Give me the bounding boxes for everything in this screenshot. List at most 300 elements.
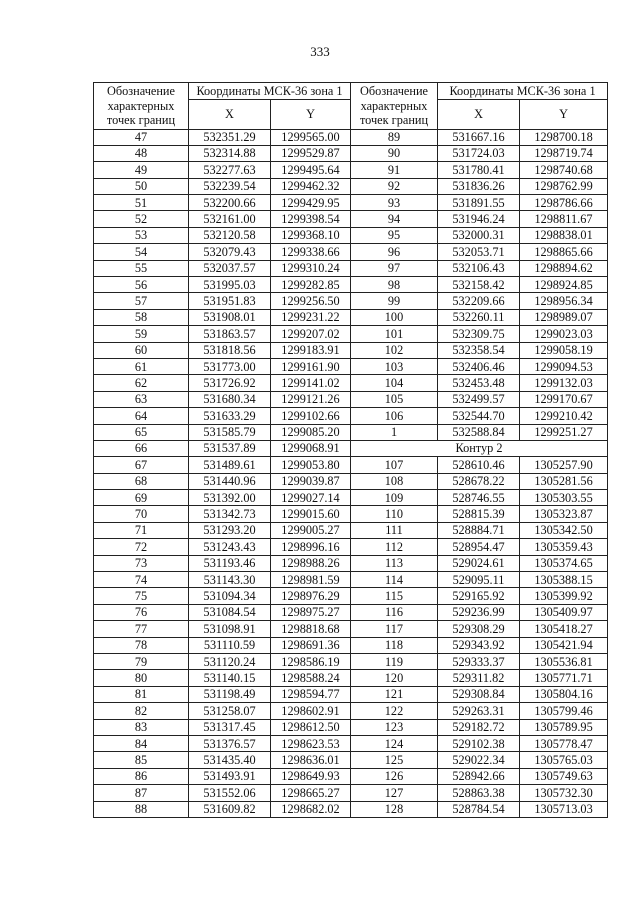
point-id-left: 76	[94, 604, 189, 620]
coord-y-left: 1299256.50	[271, 293, 351, 309]
coord-y-right: 1298700.18	[520, 129, 608, 145]
table-row	[94, 473, 608, 489]
coord-x-right: 532209.66	[438, 293, 520, 309]
coord-y-right: 1305765.03	[520, 752, 608, 768]
point-id-right: 90	[351, 145, 438, 161]
point-id-right: 128	[351, 801, 438, 817]
point-id-left: 83	[94, 719, 189, 735]
coord-y-left: 1298818.68	[271, 621, 351, 637]
coord-x-left: 531493.91	[189, 768, 271, 784]
point-id-right: 101	[351, 326, 438, 342]
table-row	[94, 358, 608, 374]
coord-y-right: 1305342.50	[520, 522, 608, 538]
coord-y-right: 1299251.27	[520, 424, 608, 440]
coord-x-right: 531780.41	[438, 162, 520, 178]
coord-x-left: 531537.89	[189, 440, 271, 456]
coord-x-right: 528863.38	[438, 785, 520, 801]
table-row	[94, 588, 608, 604]
coord-x-right: 532106.43	[438, 260, 520, 276]
coord-y-right: 1305257.90	[520, 457, 608, 473]
coord-x-left: 531609.82	[189, 801, 271, 817]
point-id-right: 121	[351, 686, 438, 702]
coord-y-right: 1298762.99	[520, 178, 608, 194]
coord-x-right: 532053.71	[438, 244, 520, 260]
table-row	[94, 342, 608, 358]
coord-x-right: 528954.47	[438, 539, 520, 555]
coord-x-left: 531120.24	[189, 654, 271, 670]
point-id-right: 117	[351, 621, 438, 637]
coord-y-right: 1299058.19	[520, 342, 608, 358]
coord-y-right: 1305799.46	[520, 703, 608, 719]
point-id-left: 67	[94, 457, 189, 473]
coord-x-right: 532544.70	[438, 408, 520, 424]
coord-x-left: 532200.66	[189, 195, 271, 211]
coord-y-right: 1299132.03	[520, 375, 608, 391]
coord-x-left: 531243.43	[189, 539, 271, 555]
coord-y-left: 1299053.80	[271, 457, 351, 473]
point-id-left: 73	[94, 555, 189, 571]
point-id-right: 108	[351, 473, 438, 489]
coord-x-left: 531863.57	[189, 326, 271, 342]
coord-y-right: 1298838.01	[520, 227, 608, 243]
table-row	[94, 129, 608, 145]
table-row	[94, 293, 608, 309]
table-row	[94, 572, 608, 588]
coord-x-right: 532260.11	[438, 309, 520, 325]
coord-y-right: 1305374.65	[520, 555, 608, 571]
point-id-left: 81	[94, 686, 189, 702]
coord-x-right: 532000.31	[438, 227, 520, 243]
point-id-left: 57	[94, 293, 189, 309]
coord-x-right: 528942.66	[438, 768, 520, 784]
coord-x-right: 528815.39	[438, 506, 520, 522]
coord-x-left: 532351.29	[189, 129, 271, 145]
coord-y-left: 1299231.22	[271, 309, 351, 325]
coord-y-right: 1298894.62	[520, 260, 608, 276]
point-id-right: 126	[351, 768, 438, 784]
coord-y-right: 1298989.07	[520, 309, 608, 325]
point-id-right: 120	[351, 670, 438, 686]
coord-x-right: 529263.31	[438, 703, 520, 719]
header-point-label-left: Обозначение характерных точек границ	[94, 83, 189, 130]
coord-y-right: 1305323.87	[520, 506, 608, 522]
point-id-right: 124	[351, 735, 438, 751]
table-row	[94, 654, 608, 670]
coord-x-left: 531392.00	[189, 490, 271, 506]
coord-y-left: 1299121.26	[271, 391, 351, 407]
coord-x-right: 528610.46	[438, 457, 520, 473]
coord-y-left: 1298588.24	[271, 670, 351, 686]
point-id-right: 98	[351, 277, 438, 293]
point-id-left: 52	[94, 211, 189, 227]
coord-y-left: 1298649.93	[271, 768, 351, 784]
point-id-left: 72	[94, 539, 189, 555]
coord-x-right: 532358.54	[438, 342, 520, 358]
point-id-right: 113	[351, 555, 438, 571]
header-coords-group-left: Координаты МСК-36 зона 1	[189, 83, 351, 100]
coord-y-left: 1299141.02	[271, 375, 351, 391]
coord-x-left: 531193.46	[189, 555, 271, 571]
coord-y-left: 1299102.66	[271, 408, 351, 424]
coord-y-right: 1298719.74	[520, 145, 608, 161]
coord-x-left: 531140.15	[189, 670, 271, 686]
coord-x-right: 529095.11	[438, 572, 520, 588]
coord-x-left: 531773.00	[189, 358, 271, 374]
coord-y-right: 1298865.66	[520, 244, 608, 260]
coord-x-left: 532120.58	[189, 227, 271, 243]
point-id-right: 106	[351, 408, 438, 424]
coord-y-left: 1299027.14	[271, 490, 351, 506]
coord-x-right: 528884.71	[438, 522, 520, 538]
coord-y-left: 1298665.27	[271, 785, 351, 801]
coord-y-right: 1305409.97	[520, 604, 608, 620]
coord-x-right: 529165.92	[438, 588, 520, 604]
coord-y-left: 1299529.87	[271, 145, 351, 161]
point-id-right: 105	[351, 391, 438, 407]
point-id-right: 107	[351, 457, 438, 473]
coord-x-left: 532037.57	[189, 260, 271, 276]
point-id-left: 69	[94, 490, 189, 506]
point-id-left: 88	[94, 801, 189, 817]
coord-y-right: 1305732.30	[520, 785, 608, 801]
table-body	[94, 129, 608, 817]
table-row	[94, 211, 608, 227]
header-coords-group-right: Координаты МСК-36 зона 1	[438, 83, 608, 100]
table-row	[94, 490, 608, 506]
coord-x-right: 531891.55	[438, 195, 520, 211]
coord-x-left: 531680.34	[189, 391, 271, 407]
table-row	[94, 539, 608, 555]
coord-x-right: 532406.46	[438, 358, 520, 374]
point-id-left: 62	[94, 375, 189, 391]
coord-x-right: 532588.84	[438, 424, 520, 440]
coord-x-right: 529308.84	[438, 686, 520, 702]
coord-y-right: 1305749.63	[520, 768, 608, 784]
coord-x-left: 531435.40	[189, 752, 271, 768]
coord-y-right: 1298956.34	[520, 293, 608, 309]
point-id-right: 1	[351, 424, 438, 440]
coord-y-right: 1298924.85	[520, 277, 608, 293]
point-id-right: 95	[351, 227, 438, 243]
coord-x-left: 531094.34	[189, 588, 271, 604]
coord-y-left: 1298594.77	[271, 686, 351, 702]
coord-y-left: 1299565.00	[271, 129, 351, 145]
table-row	[94, 621, 608, 637]
coord-y-right: 1305804.16	[520, 686, 608, 702]
point-id-left: 61	[94, 358, 189, 374]
table-row	[94, 375, 608, 391]
coord-y-right: 1299094.53	[520, 358, 608, 374]
point-id-right: 111	[351, 522, 438, 538]
coord-y-left: 1299338.66	[271, 244, 351, 260]
table-row	[94, 719, 608, 735]
coord-x-right: 528784.54	[438, 801, 520, 817]
coord-y-left: 1298691.36	[271, 637, 351, 653]
point-id-left: 47	[94, 129, 189, 145]
point-id-left: 51	[94, 195, 189, 211]
table-row	[94, 785, 608, 801]
point-id-left: 60	[94, 342, 189, 358]
point-id-right: 96	[351, 244, 438, 260]
coord-y-left: 1298682.02	[271, 801, 351, 817]
contour-label: Контур 2	[351, 440, 608, 456]
point-id-right: 118	[351, 637, 438, 653]
table-row	[94, 440, 608, 456]
coord-x-right: 532158.42	[438, 277, 520, 293]
coord-x-left: 531110.59	[189, 637, 271, 653]
point-id-left: 66	[94, 440, 189, 456]
table-row	[94, 309, 608, 325]
point-id-right: 109	[351, 490, 438, 506]
coord-y-right: 1299170.67	[520, 391, 608, 407]
table-row	[94, 522, 608, 538]
coord-x-right: 532499.57	[438, 391, 520, 407]
coord-y-left: 1299310.24	[271, 260, 351, 276]
point-id-right: 122	[351, 703, 438, 719]
coord-x-right: 529311.82	[438, 670, 520, 686]
point-id-left: 65	[94, 424, 189, 440]
table-row	[94, 178, 608, 194]
table-row	[94, 260, 608, 276]
header-x-left: X	[189, 100, 271, 129]
coord-x-left: 532239.54	[189, 178, 271, 194]
coord-y-left: 1298996.16	[271, 539, 351, 555]
coord-x-left: 531633.29	[189, 408, 271, 424]
table-row	[94, 424, 608, 440]
coord-x-right: 531724.03	[438, 145, 520, 161]
header-point-label-right: Обозначение характерных точек границ	[351, 83, 438, 130]
coord-y-left: 1299005.27	[271, 522, 351, 538]
coord-x-left: 531489.61	[189, 457, 271, 473]
coord-x-left: 531818.56	[189, 342, 271, 358]
point-id-right: 99	[351, 293, 438, 309]
coord-y-left: 1299085.20	[271, 424, 351, 440]
coord-x-right: 528746.55	[438, 490, 520, 506]
table-header	[94, 83, 608, 130]
table-row	[94, 391, 608, 407]
table-row	[94, 457, 608, 473]
point-id-left: 53	[94, 227, 189, 243]
coord-y-left: 1298988.26	[271, 555, 351, 571]
point-id-right: 104	[351, 375, 438, 391]
coord-x-left: 531585.79	[189, 424, 271, 440]
coord-x-left: 531908.01	[189, 309, 271, 325]
point-id-left: 84	[94, 735, 189, 751]
point-id-right: 89	[351, 129, 438, 145]
table-row	[94, 408, 608, 424]
coord-x-right: 529024.61	[438, 555, 520, 571]
coord-y-left: 1298612.50	[271, 719, 351, 735]
point-id-right: 102	[351, 342, 438, 358]
coord-x-left: 532161.00	[189, 211, 271, 227]
coord-x-right: 532453.48	[438, 375, 520, 391]
coord-y-left: 1299368.10	[271, 227, 351, 243]
coord-y-right: 1298740.68	[520, 162, 608, 178]
point-id-left: 64	[94, 408, 189, 424]
point-id-left: 71	[94, 522, 189, 538]
table-row	[94, 555, 608, 571]
coord-y-right: 1305536.81	[520, 654, 608, 670]
coord-x-left: 532277.63	[189, 162, 271, 178]
coord-y-right: 1305359.43	[520, 539, 608, 555]
coord-y-right: 1305388.15	[520, 572, 608, 588]
coord-x-left: 531317.45	[189, 719, 271, 735]
point-id-right: 127	[351, 785, 438, 801]
point-id-left: 63	[94, 391, 189, 407]
point-id-right: 115	[351, 588, 438, 604]
point-id-left: 48	[94, 145, 189, 161]
coord-y-left: 1298602.91	[271, 703, 351, 719]
coord-y-left: 1299161.90	[271, 358, 351, 374]
coord-x-right: 531836.26	[438, 178, 520, 194]
point-id-right: 123	[351, 719, 438, 735]
coord-x-left: 531552.06	[189, 785, 271, 801]
point-id-left: 75	[94, 588, 189, 604]
coord-y-left: 1298976.29	[271, 588, 351, 604]
point-id-right: 100	[351, 309, 438, 325]
coord-y-right: 1298811.67	[520, 211, 608, 227]
point-id-right: 93	[351, 195, 438, 211]
page-number: 333	[310, 44, 330, 59]
coord-y-right: 1305418.27	[520, 621, 608, 637]
point-id-left: 59	[94, 326, 189, 342]
coord-x-right: 531946.24	[438, 211, 520, 227]
coord-x-left: 531726.92	[189, 375, 271, 391]
coord-x-right: 529022.34	[438, 752, 520, 768]
coord-x-right: 531667.16	[438, 129, 520, 145]
coord-y-right: 1299210.42	[520, 408, 608, 424]
coord-x-left: 531198.49	[189, 686, 271, 702]
coord-x-right: 529102.38	[438, 735, 520, 751]
point-id-right: 103	[351, 358, 438, 374]
coord-x-left: 531084.54	[189, 604, 271, 620]
coord-x-left: 532314.88	[189, 145, 271, 161]
coord-y-left: 1299039.87	[271, 473, 351, 489]
point-id-left: 70	[94, 506, 189, 522]
coord-y-right: 1298786.66	[520, 195, 608, 211]
coord-x-left: 531440.96	[189, 473, 271, 489]
coord-y-left: 1299429.95	[271, 195, 351, 211]
point-id-left: 78	[94, 637, 189, 653]
coord-y-right: 1305713.03	[520, 801, 608, 817]
point-id-left: 58	[94, 309, 189, 325]
point-id-right: 114	[351, 572, 438, 588]
coord-x-right: 529308.29	[438, 621, 520, 637]
header-y-right: Y	[520, 100, 608, 129]
point-id-right: 110	[351, 506, 438, 522]
coord-y-right: 1305303.55	[520, 490, 608, 506]
point-id-right: 125	[351, 752, 438, 768]
table-row	[94, 227, 608, 243]
coord-y-left: 1298975.27	[271, 604, 351, 620]
coord-y-left: 1298623.53	[271, 735, 351, 751]
coord-x-left: 531951.83	[189, 293, 271, 309]
coord-x-left: 531342.73	[189, 506, 271, 522]
point-id-left: 77	[94, 621, 189, 637]
table-row	[94, 145, 608, 161]
point-id-right: 94	[351, 211, 438, 227]
point-id-right: 97	[351, 260, 438, 276]
point-id-right: 119	[351, 654, 438, 670]
point-id-left: 82	[94, 703, 189, 719]
point-id-left: 49	[94, 162, 189, 178]
coord-x-right: 529333.37	[438, 654, 520, 670]
coord-x-right: 529182.72	[438, 719, 520, 735]
point-id-right: 116	[351, 604, 438, 620]
coord-y-right: 1305281.56	[520, 473, 608, 489]
coord-y-left: 1299282.85	[271, 277, 351, 293]
point-id-right: 92	[351, 178, 438, 194]
coord-y-left: 1299495.64	[271, 162, 351, 178]
coord-y-left: 1298586.19	[271, 654, 351, 670]
coord-y-right: 1305421.94	[520, 637, 608, 653]
coordinates-table	[93, 82, 608, 818]
point-id-left: 87	[94, 785, 189, 801]
coord-y-left: 1299398.54	[271, 211, 351, 227]
coord-x-left: 531995.03	[189, 277, 271, 293]
point-id-right: 112	[351, 539, 438, 555]
point-id-left: 55	[94, 260, 189, 276]
coord-y-right: 1305778.47	[520, 735, 608, 751]
coord-y-left: 1299183.91	[271, 342, 351, 358]
point-id-left: 80	[94, 670, 189, 686]
coord-y-left: 1299015.60	[271, 506, 351, 522]
coord-y-left: 1298981.59	[271, 572, 351, 588]
point-id-left: 54	[94, 244, 189, 260]
coord-y-left: 1299068.91	[271, 440, 351, 456]
header-y-left: Y	[271, 100, 351, 129]
point-id-left: 86	[94, 768, 189, 784]
point-id-left: 56	[94, 277, 189, 293]
coord-x-right: 529343.92	[438, 637, 520, 653]
coord-x-left: 532079.43	[189, 244, 271, 260]
point-id-right: 91	[351, 162, 438, 178]
point-id-left: 79	[94, 654, 189, 670]
point-id-left: 85	[94, 752, 189, 768]
coord-x-left: 531293.20	[189, 522, 271, 538]
coord-x-left: 531098.91	[189, 621, 271, 637]
coord-y-right: 1305399.92	[520, 588, 608, 604]
coord-y-right: 1299023.03	[520, 326, 608, 342]
coord-x-right: 529236.99	[438, 604, 520, 620]
coord-y-right: 1305789.95	[520, 719, 608, 735]
point-id-left: 50	[94, 178, 189, 194]
table-row	[94, 735, 608, 751]
point-id-left: 74	[94, 572, 189, 588]
coord-x-left: 531258.07	[189, 703, 271, 719]
table-row	[94, 162, 608, 178]
coord-x-left: 531143.30	[189, 572, 271, 588]
coord-x-right: 528678.22	[438, 473, 520, 489]
table-row	[94, 195, 608, 211]
table-row	[94, 506, 608, 522]
table-row	[94, 686, 608, 702]
point-id-left: 68	[94, 473, 189, 489]
table-row	[94, 801, 608, 817]
coord-y-right: 1305771.71	[520, 670, 608, 686]
table-row	[94, 768, 608, 784]
table-row	[94, 752, 608, 768]
table-row	[94, 637, 608, 653]
table-row	[94, 703, 608, 719]
coord-x-left: 531376.57	[189, 735, 271, 751]
coord-y-left: 1299462.32	[271, 178, 351, 194]
coord-y-left: 1298636.01	[271, 752, 351, 768]
coord-y-left: 1299207.02	[271, 326, 351, 342]
table-row	[94, 277, 608, 293]
table-row	[94, 604, 608, 620]
coord-x-right: 532309.75	[438, 326, 520, 342]
